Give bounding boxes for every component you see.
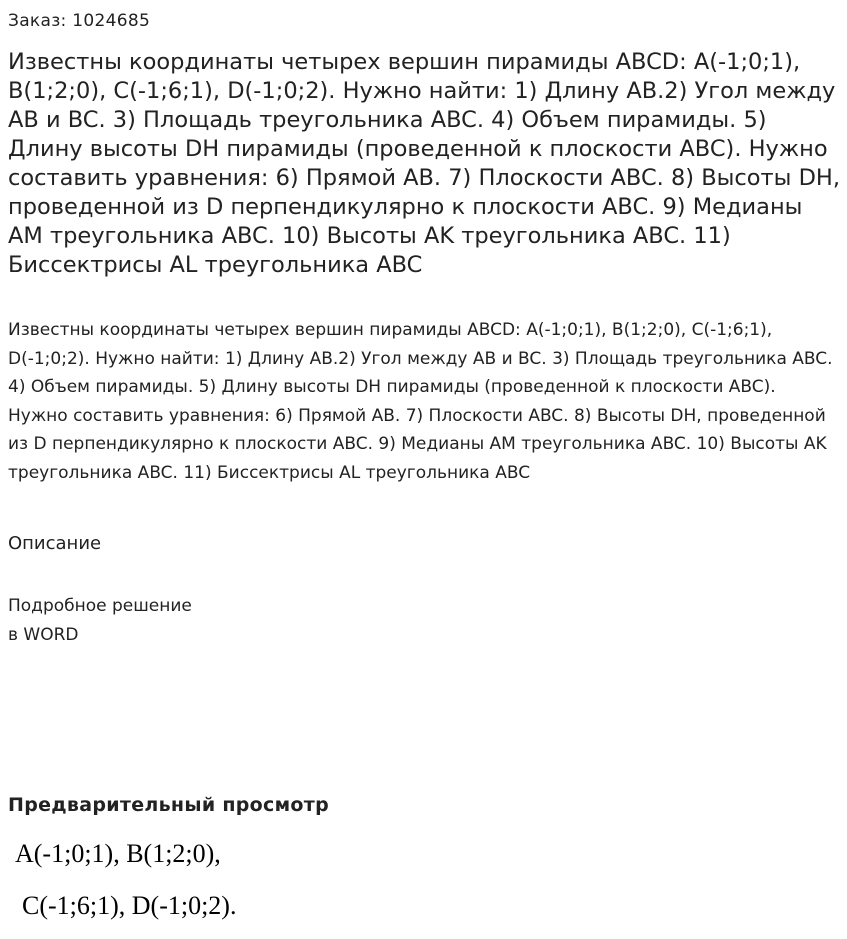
preview-line: A(-1;0;1), B(1;2;0), xyxy=(15,839,221,868)
solution-info xyxy=(8,592,192,650)
task-title: Известны координаты четырех вершин пирамиды ABCD: A(-1;0;1), B(1;2;0), C(-1;6;1), D(-1;0;2). Нужно найти: 1) Длину AB.2) Угол между AB и BC. 3) Площадь треугольника ABC. 4) Объем пирамиды. 5) Длину высоты DH пирамиды (проведенной к плоскости ABC). Нужно составить уравнения: 6) Прямой AB. 7) Плоскости ABC. 8) Высоты DH, проведенной из D перпендикулярно к плоскости ABC. 9) Медианы AM треугольника ABC. 10) Высоты AK треугольника ABC. 11) Биссектрисы AL треугольника ABC xyxy=(8,49,840,278)
solution-line: Подробное решение xyxy=(8,596,192,616)
preview-line: C(-1;6;1), D(-1;0;2). xyxy=(22,891,237,920)
preview-heading: Предварительный просмотр xyxy=(8,794,329,816)
solution-line: в WORD xyxy=(8,625,79,645)
description-label: Описание xyxy=(8,533,102,554)
order-number: Заказ: 1024685 xyxy=(8,11,151,31)
task-description: Известны координаты четырех вершин пирамиды ABCD: A(-1;0;1), B(1;2;0), C(-1;6;1), D(-1;0;2). Нужно найти: 1) Длину AB.2) Угол между AB и BC. 3) Площадь треугольника ABC. 4) Объем пирамиды. 5) Длину высоты DH пирамиды (проведенной к плоскости ABC). Нужно составить уравнения: 6) Прямой AB. 7) Плоскости ABC. 8) Высоты DH, проведенной из D перпендикулярно к плоскости ABC. 9) Медианы AM треугольника ABC. 10) Высоты AK треугольника ABC. 11) Биссектрисы AL треугольника ABC xyxy=(8,320,833,483)
